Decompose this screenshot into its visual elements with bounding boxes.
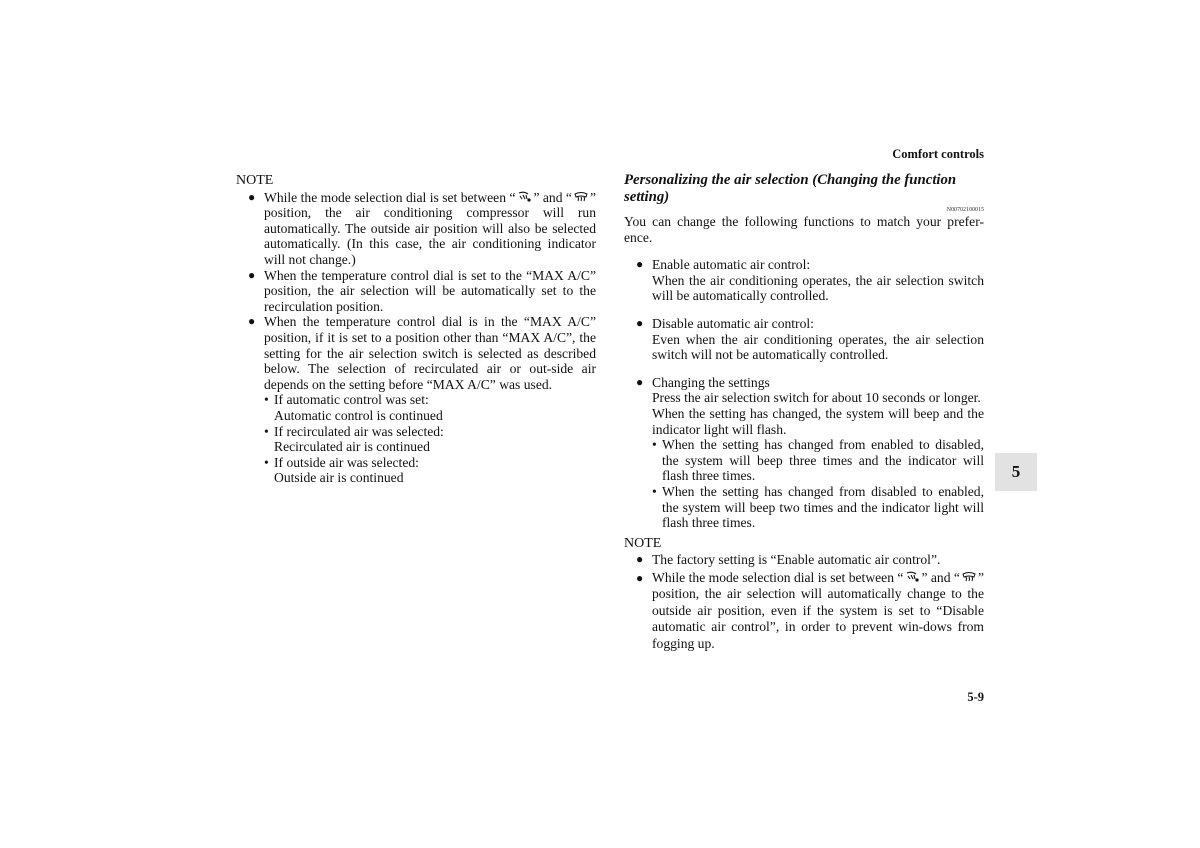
foot-defrost-icon xyxy=(904,571,920,583)
defrost-icon xyxy=(573,191,589,203)
item-desc: Press the air selection switch for about 10 seconds or longer. xyxy=(652,390,981,406)
page-number: 5-9 xyxy=(967,690,984,704)
note-bullet-mode-dial xyxy=(624,570,984,653)
item-enable xyxy=(624,257,984,304)
note-bullet-mode-dial xyxy=(236,190,596,268)
note-bullet-factory: ● The factory setting is “Enable automatic air control”. xyxy=(624,552,984,568)
item-label: ● Changing the settings xyxy=(652,374,770,390)
sub-item: • When the setting has changed from enabled to disabled, the system will beep three times and the indicator will flash three times. xyxy=(652,437,984,484)
note-label: NOTE xyxy=(624,535,662,551)
sub-condition: • If outside air was selected: xyxy=(274,454,419,470)
defrost-icon xyxy=(961,571,977,583)
item-desc: Even when the air conditioning operates, the air selection switch will not be automatically controlled. xyxy=(652,331,984,363)
note-text: While the mode selection dial is set between “ xyxy=(264,189,516,205)
sub-list xyxy=(264,392,596,486)
left-column xyxy=(236,173,596,486)
document-code: N00702100015 xyxy=(946,207,984,213)
note-bullet-max-ac: ● When the temperature control dial is set to the “MAX A/C” position, the air selection will be automatically set to the recirculation position. xyxy=(236,268,596,315)
sub-result: Recirculated air is continued xyxy=(274,439,430,455)
chapter-tab: 5 xyxy=(995,453,1037,491)
item-label: ● Enable automatic air control: xyxy=(652,257,811,273)
sub-list xyxy=(652,437,984,531)
note-text: While the mode selection dial is set between “ xyxy=(652,569,904,585)
note-text: ” position, the air selection will automatically change to the outside air position, even if the system is set to “Disable automatic air control”, in order to prevent win-dows from fogging up. xyxy=(652,569,984,651)
item-desc: When the setting has changed, the system will beep and the indicator light will flash. xyxy=(652,405,984,437)
section-title: Personalizing the air selection (Changing the function setting) xyxy=(624,172,957,205)
sub-item: • When the setting has changed from disabled to enabled, the system will beep two times and the indicator light will flash three times. xyxy=(652,484,984,531)
note-text: ” and “ xyxy=(533,189,572,205)
sub-condition: • If recirculated air was selected: xyxy=(274,423,444,439)
sub-item xyxy=(264,392,596,423)
sub-item xyxy=(264,455,596,486)
note-text: ” position, the air conditioning compressor will run automatically. The outside air position will also be selected automatically. (In this case, the air conditioning indicator will not change.) xyxy=(264,189,596,267)
note-bullet-max-ac-other: ● When the temperature control dial is in the “MAX A/C” position, if it is set to a position other than “MAX A/C”, the setting for the air selection switch is selected as described below. The selection of recirculated air or out-side air depends on the setting before “MAX A/C” was used. xyxy=(236,314,596,392)
item-desc: When the air conditioning operates, the air selection switch will be automatically controlled. xyxy=(652,272,984,304)
item-disable xyxy=(624,316,984,363)
sub-condition: • If automatic control was set: xyxy=(274,392,429,408)
right-column xyxy=(624,172,984,652)
running-header: Comfort controls xyxy=(892,147,984,161)
item-label: ● Disable automatic air control: xyxy=(652,315,814,331)
sub-result: Automatic control is continued xyxy=(274,407,443,423)
intro-text: You can change the following functions to match your prefer-ence. xyxy=(624,214,984,245)
foot-defrost-icon xyxy=(516,191,532,203)
sub-item xyxy=(264,424,596,455)
sub-result: Outside air is continued xyxy=(274,470,404,486)
item-changing xyxy=(624,375,984,437)
note-label: NOTE xyxy=(236,173,274,188)
note-text: ” and “ xyxy=(921,569,960,585)
